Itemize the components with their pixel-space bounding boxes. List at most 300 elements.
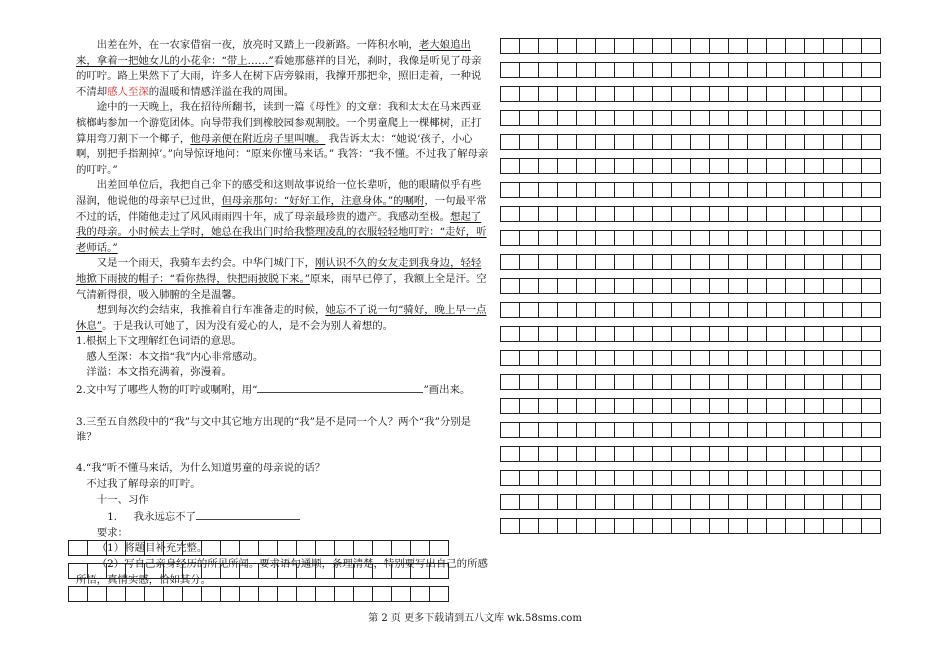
grid-cell[interactable] — [785, 278, 805, 294]
grid-cell[interactable] — [690, 446, 710, 462]
grid-cell[interactable] — [87, 540, 107, 556]
grid-cell[interactable] — [614, 446, 634, 462]
grid-cell[interactable] — [842, 230, 862, 246]
grid-cell[interactable] — [861, 446, 881, 462]
grid-cell[interactable] — [633, 134, 653, 150]
grid-cell[interactable] — [614, 518, 634, 534]
grid-cell[interactable] — [614, 350, 634, 366]
grid-cell[interactable] — [538, 422, 558, 438]
grid-cell[interactable] — [785, 62, 805, 78]
grid-cell[interactable] — [595, 326, 615, 342]
grid-cell[interactable] — [652, 158, 672, 174]
grid-cell[interactable] — [766, 86, 786, 102]
grid-cell[interactable] — [500, 134, 520, 150]
grid-cell[interactable] — [823, 62, 843, 78]
grid-cell[interactable] — [690, 158, 710, 174]
grid-cell[interactable] — [429, 563, 449, 579]
grid-cell[interactable] — [842, 158, 862, 174]
grid-cell[interactable] — [728, 158, 748, 174]
grid-cell[interactable] — [652, 86, 672, 102]
grid-cell[interactable] — [538, 518, 558, 534]
grid-cell[interactable] — [804, 230, 824, 246]
grid-cell[interactable] — [595, 62, 615, 78]
grid-cell[interactable] — [823, 38, 843, 54]
grid-cell[interactable] — [709, 494, 729, 510]
grid-cell[interactable] — [614, 206, 634, 222]
grid-cell[interactable] — [500, 158, 520, 174]
grid-cell[interactable] — [842, 494, 862, 510]
grid-cell[interactable] — [557, 518, 577, 534]
grid-cell[interactable] — [690, 278, 710, 294]
grid-cell[interactable] — [391, 563, 411, 579]
grid-cell[interactable] — [823, 326, 843, 342]
grid-cell[interactable] — [785, 230, 805, 246]
grid-cell[interactable] — [576, 326, 596, 342]
grid-cell[interactable] — [747, 62, 767, 78]
grid-cell[interactable] — [861, 110, 881, 126]
grid-cell[interactable] — [519, 446, 539, 462]
grid-cell[interactable] — [861, 206, 881, 222]
grid-cell[interactable] — [785, 350, 805, 366]
grid-cell[interactable] — [747, 182, 767, 198]
grid-cell[interactable] — [315, 540, 335, 556]
grid-cell[interactable] — [728, 326, 748, 342]
grid-cell[interactable] — [633, 158, 653, 174]
grid-cell[interactable] — [633, 38, 653, 54]
grid-cell[interactable] — [519, 374, 539, 390]
grid-cell[interactable] — [823, 422, 843, 438]
grid-cell[interactable] — [538, 350, 558, 366]
grid-cell[interactable] — [652, 302, 672, 318]
grid-cell[interactable] — [652, 326, 672, 342]
grid-cell[interactable] — [823, 86, 843, 102]
grid-cell[interactable] — [690, 398, 710, 414]
grid-cell[interactable] — [519, 422, 539, 438]
grid-cell[interactable] — [538, 86, 558, 102]
grid-cell[interactable] — [804, 158, 824, 174]
grid-cell[interactable] — [633, 398, 653, 414]
grid-cell[interactable] — [747, 470, 767, 486]
grid-cell[interactable] — [804, 422, 824, 438]
grid-cell[interactable] — [728, 374, 748, 390]
grid-cell[interactable] — [500, 326, 520, 342]
grid-cell[interactable] — [315, 586, 335, 602]
grid-cell[interactable] — [353, 586, 373, 602]
grid-cell[interactable] — [557, 206, 577, 222]
grid-cell[interactable] — [728, 38, 748, 54]
grid-cell[interactable] — [538, 326, 558, 342]
grid-cell[interactable] — [410, 540, 430, 556]
grid-cell[interactable] — [633, 182, 653, 198]
grid-cell[interactable] — [766, 206, 786, 222]
grid-cell[interactable] — [144, 563, 164, 579]
grid-cell[interactable] — [728, 470, 748, 486]
grid-cell[interactable] — [519, 86, 539, 102]
grid-cell[interactable] — [500, 110, 520, 126]
grid-cell[interactable] — [500, 350, 520, 366]
grid-cell[interactable] — [823, 374, 843, 390]
grid-cell[interactable] — [500, 422, 520, 438]
grid-cell[interactable] — [842, 182, 862, 198]
grid-cell[interactable] — [557, 398, 577, 414]
grid-cell[interactable] — [842, 326, 862, 342]
grid-cell[interactable] — [429, 586, 449, 602]
grid-cell[interactable] — [576, 182, 596, 198]
grid-cell[interactable] — [372, 563, 392, 579]
grid-cell[interactable] — [633, 230, 653, 246]
grid-cell[interactable] — [182, 540, 202, 556]
grid-cell[interactable] — [671, 302, 691, 318]
grid-cell[interactable] — [728, 350, 748, 366]
grid-cell[interactable] — [519, 134, 539, 150]
grid-cell[interactable] — [804, 38, 824, 54]
grid-cell[interactable] — [728, 302, 748, 318]
grid-cell[interactable] — [500, 374, 520, 390]
grid-cell[interactable] — [614, 38, 634, 54]
grid-cell[interactable] — [557, 254, 577, 270]
grid-cell[interactable] — [823, 278, 843, 294]
grid-cell[interactable] — [766, 38, 786, 54]
grid-cell[interactable] — [671, 206, 691, 222]
grid-cell[interactable] — [163, 563, 183, 579]
grid-cell[interactable] — [595, 518, 615, 534]
grid-cell[interactable] — [576, 518, 596, 534]
grid-cell[interactable] — [842, 470, 862, 486]
grid-cell[interactable] — [500, 62, 520, 78]
grid-cell[interactable] — [861, 62, 881, 78]
grid-cell[interactable] — [728, 86, 748, 102]
grid-cell[interactable] — [785, 302, 805, 318]
grid-cell[interactable] — [690, 86, 710, 102]
grid-cell[interactable] — [87, 586, 107, 602]
grid-cell[interactable] — [500, 518, 520, 534]
grid-cell[interactable] — [633, 110, 653, 126]
grid-cell[interactable] — [614, 422, 634, 438]
grid-cell[interactable] — [519, 518, 539, 534]
grid-cell[interactable] — [144, 540, 164, 556]
grid-cell[interactable] — [220, 586, 240, 602]
grid-cell[interactable] — [519, 38, 539, 54]
grid-cell[interactable] — [500, 470, 520, 486]
grid-cell[interactable] — [633, 326, 653, 342]
grid-cell[interactable] — [557, 470, 577, 486]
grid-cell[interactable] — [747, 518, 767, 534]
grid-cell[interactable] — [861, 302, 881, 318]
grid-cell[interactable] — [766, 278, 786, 294]
grid-cell[interactable] — [633, 422, 653, 438]
grid-cell[interactable] — [576, 110, 596, 126]
grid-cell[interactable] — [766, 518, 786, 534]
grid-cell[interactable] — [391, 540, 411, 556]
grid-cell[interactable] — [500, 446, 520, 462]
grid-cell[interactable] — [538, 494, 558, 510]
grid-cell[interactable] — [728, 422, 748, 438]
grid-cell[interactable] — [557, 326, 577, 342]
grid-cell[interactable] — [220, 540, 240, 556]
grid-cell[interactable] — [614, 470, 634, 486]
grid-cell[interactable] — [785, 374, 805, 390]
grid-cell[interactable] — [785, 422, 805, 438]
grid-cell[interactable] — [823, 230, 843, 246]
grid-cell[interactable] — [144, 586, 164, 602]
grid-cell[interactable] — [804, 62, 824, 78]
grid-cell[interactable] — [671, 62, 691, 78]
grid-cell[interactable] — [652, 134, 672, 150]
grid-cell[interactable] — [804, 182, 824, 198]
grid-cell[interactable] — [652, 470, 672, 486]
grid-cell[interactable] — [258, 563, 278, 579]
grid-cell[interactable] — [576, 374, 596, 390]
grid-cell[interactable] — [728, 182, 748, 198]
grid-cell[interactable] — [519, 494, 539, 510]
grid-cell[interactable] — [652, 230, 672, 246]
grid-cell[interactable] — [500, 206, 520, 222]
grid-cell[interactable] — [633, 518, 653, 534]
grid-cell[interactable] — [709, 518, 729, 534]
grid-cell[interactable] — [861, 326, 881, 342]
grid-cell[interactable] — [709, 86, 729, 102]
grid-cell[interactable] — [785, 182, 805, 198]
grid-cell[interactable] — [576, 446, 596, 462]
grid-cell[interactable] — [823, 158, 843, 174]
grid-cell[interactable] — [728, 230, 748, 246]
grid-cell[interactable] — [728, 110, 748, 126]
grid-cell[interactable] — [804, 110, 824, 126]
grid-cell[interactable] — [728, 254, 748, 270]
grid-cell[interactable] — [519, 158, 539, 174]
grid-cell[interactable] — [671, 134, 691, 150]
grid-cell[interactable] — [823, 518, 843, 534]
grid-cell[interactable] — [804, 206, 824, 222]
grid-cell[interactable] — [785, 518, 805, 534]
grid-cell[interactable] — [671, 374, 691, 390]
grid-cell[interactable] — [671, 422, 691, 438]
grid-cell[interactable] — [163, 586, 183, 602]
grid-cell[interactable] — [576, 230, 596, 246]
grid-cell[interactable] — [182, 586, 202, 602]
grid-cell[interactable] — [652, 494, 672, 510]
grid-cell[interactable] — [671, 86, 691, 102]
grid-cell[interactable] — [519, 470, 539, 486]
answer-blank-2[interactable] — [257, 381, 423, 393]
grid-cell[interactable] — [125, 540, 145, 556]
grid-cell[interactable] — [728, 134, 748, 150]
grid-cell[interactable] — [709, 302, 729, 318]
grid-cell[interactable] — [519, 302, 539, 318]
grid-cell[interactable] — [595, 134, 615, 150]
grid-cell[interactable] — [538, 206, 558, 222]
grid-cell[interactable] — [823, 446, 843, 462]
grid-cell[interactable] — [557, 182, 577, 198]
grid-cell[interactable] — [429, 540, 449, 556]
grid-cell[interactable] — [690, 470, 710, 486]
grid-cell[interactable] — [519, 398, 539, 414]
grid-cell[interactable] — [804, 326, 824, 342]
grid-cell[interactable] — [538, 158, 558, 174]
grid-cell[interactable] — [633, 62, 653, 78]
grid-cell[interactable] — [652, 422, 672, 438]
grid-cell[interactable] — [500, 230, 520, 246]
grid-cell[interactable] — [766, 230, 786, 246]
grid-cell[interactable] — [500, 302, 520, 318]
grid-cell[interactable] — [519, 110, 539, 126]
grid-cell[interactable] — [785, 158, 805, 174]
grid-cell[interactable] — [576, 62, 596, 78]
grid-cell[interactable] — [785, 110, 805, 126]
grid-cell[interactable] — [391, 586, 411, 602]
grid-cell[interactable] — [785, 254, 805, 270]
grid-cell[interactable] — [614, 326, 634, 342]
grid-cell[interactable] — [785, 134, 805, 150]
grid-cell[interactable] — [671, 254, 691, 270]
grid-cell[interactable] — [633, 494, 653, 510]
grid-cell[interactable] — [614, 134, 634, 150]
grid-cell[interactable] — [709, 398, 729, 414]
grid-cell[interactable] — [690, 302, 710, 318]
grid-cell[interactable] — [747, 206, 767, 222]
grid-cell[interactable] — [614, 278, 634, 294]
grid-cell[interactable] — [842, 350, 862, 366]
grid-cell[interactable] — [709, 158, 729, 174]
grid-cell[interactable] — [372, 586, 392, 602]
grid-cell[interactable] — [296, 563, 316, 579]
grid-cell[interactable] — [576, 278, 596, 294]
grid-cell[interactable] — [671, 278, 691, 294]
grid-cell[interactable] — [709, 446, 729, 462]
grid-cell[interactable] — [595, 110, 615, 126]
grid-cell[interactable] — [671, 470, 691, 486]
grid-cell[interactable] — [728, 62, 748, 78]
grid-cell[interactable] — [671, 326, 691, 342]
grid-cell[interactable] — [258, 586, 278, 602]
grid-cell[interactable] — [709, 230, 729, 246]
grid-cell[interactable] — [747, 302, 767, 318]
grid-cell[interactable] — [709, 326, 729, 342]
grid-cell[interactable] — [747, 278, 767, 294]
grid-cell[interactable] — [557, 86, 577, 102]
grid-cell[interactable] — [804, 470, 824, 486]
grid-cell[interactable] — [671, 350, 691, 366]
grid-cell[interactable] — [538, 62, 558, 78]
grid-cell[interactable] — [747, 422, 767, 438]
grid-cell[interactable] — [595, 374, 615, 390]
grid-cell[interactable] — [766, 110, 786, 126]
grid-cell[interactable] — [652, 38, 672, 54]
grid-cell[interactable] — [652, 254, 672, 270]
grid-cell[interactable] — [296, 540, 316, 556]
grid-cell[interactable] — [576, 422, 596, 438]
grid-cell[interactable] — [823, 398, 843, 414]
grid-cell[interactable] — [576, 350, 596, 366]
grid-cell[interactable] — [519, 278, 539, 294]
grid-cell[interactable] — [671, 182, 691, 198]
grid-cell[interactable] — [861, 278, 881, 294]
grid-cell[interactable] — [595, 278, 615, 294]
grid-cell[interactable] — [68, 540, 88, 556]
grid-cell[interactable] — [804, 494, 824, 510]
grid-cell[interactable] — [690, 134, 710, 150]
grid-cell[interactable] — [538, 302, 558, 318]
grid-cell[interactable] — [576, 302, 596, 318]
grid-cell[interactable] — [766, 422, 786, 438]
grid-cell[interactable] — [538, 110, 558, 126]
grid-cell[interactable] — [690, 206, 710, 222]
grid-cell[interactable] — [633, 470, 653, 486]
grid-cell[interactable] — [538, 470, 558, 486]
grid-cell[interactable] — [519, 182, 539, 198]
grid-cell[interactable] — [690, 494, 710, 510]
grid-cell[interactable] — [804, 350, 824, 366]
grid-cell[interactable] — [747, 158, 767, 174]
grid-cell[interactable] — [728, 206, 748, 222]
grid-cell[interactable] — [353, 540, 373, 556]
grid-cell[interactable] — [334, 540, 354, 556]
grid-cell[interactable] — [747, 38, 767, 54]
grid-cell[interactable] — [823, 134, 843, 150]
answer-3[interactable] — [76, 446, 490, 462]
grid-cell[interactable] — [595, 494, 615, 510]
grid-cell[interactable] — [500, 398, 520, 414]
grid-cell[interactable] — [652, 398, 672, 414]
grid-cell[interactable] — [823, 494, 843, 510]
grid-cell[interactable] — [842, 86, 862, 102]
grid-cell[interactable] — [842, 422, 862, 438]
grid-cell[interactable] — [861, 494, 881, 510]
grid-cell[interactable] — [220, 563, 240, 579]
grid-cell[interactable] — [576, 38, 596, 54]
grid-cell[interactable] — [277, 586, 297, 602]
grid-cell[interactable] — [576, 206, 596, 222]
grid-cell[interactable] — [557, 350, 577, 366]
grid-cell[interactable] — [595, 230, 615, 246]
grid-cell[interactable] — [410, 586, 430, 602]
grid-cell[interactable] — [614, 494, 634, 510]
grid-cell[interactable] — [557, 374, 577, 390]
grid-cell[interactable] — [823, 182, 843, 198]
grid-cell[interactable] — [709, 278, 729, 294]
grid-cell[interactable] — [125, 563, 145, 579]
grid-cell[interactable] — [766, 470, 786, 486]
grid-cell[interactable] — [614, 374, 634, 390]
grid-cell[interactable] — [595, 38, 615, 54]
grid-cell[interactable] — [766, 134, 786, 150]
grid-cell[interactable] — [538, 230, 558, 246]
grid-cell[interactable] — [747, 254, 767, 270]
grid-cell[interactable] — [557, 158, 577, 174]
grid-cell[interactable] — [766, 446, 786, 462]
grid-cell[interactable] — [785, 326, 805, 342]
composition-grid-bottom[interactable] — [68, 540, 448, 609]
grid-cell[interactable] — [576, 494, 596, 510]
grid-cell[interactable] — [633, 446, 653, 462]
grid-cell[interactable] — [557, 38, 577, 54]
grid-cell[interactable] — [633, 86, 653, 102]
grid-cell[interactable] — [785, 470, 805, 486]
grid-cell[interactable] — [690, 422, 710, 438]
grid-cell[interactable] — [671, 446, 691, 462]
grid-cell[interactable] — [842, 62, 862, 78]
grid-cell[interactable] — [315, 563, 335, 579]
grid-cell[interactable] — [690, 182, 710, 198]
grid-cell[interactable] — [671, 398, 691, 414]
grid-cell[interactable] — [557, 446, 577, 462]
grid-cell[interactable] — [500, 182, 520, 198]
grid-cell[interactable] — [652, 518, 672, 534]
grid-cell[interactable] — [614, 158, 634, 174]
grid-cell[interactable] — [652, 206, 672, 222]
grid-cell[interactable] — [557, 422, 577, 438]
grid-cell[interactable] — [557, 62, 577, 78]
